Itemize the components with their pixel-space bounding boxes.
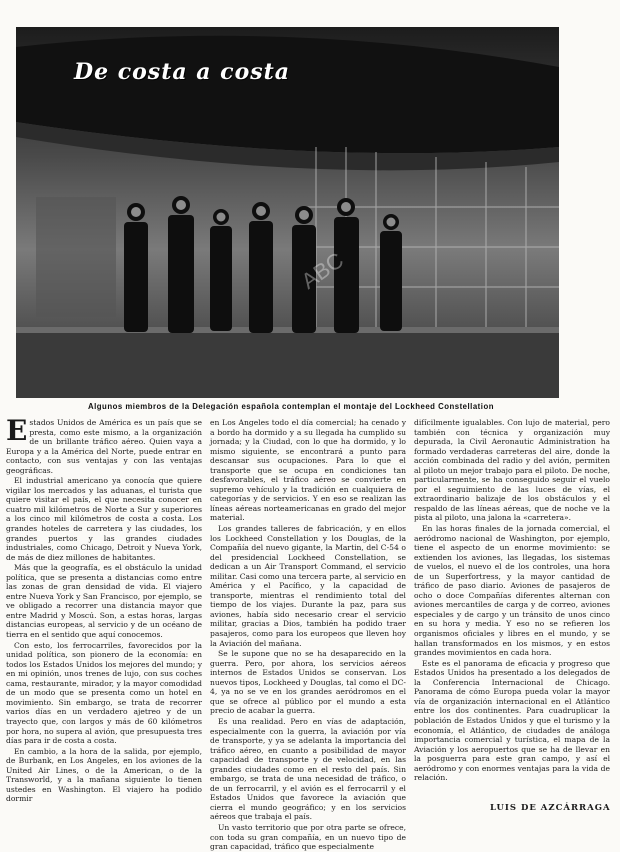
abc-watermark: ABC — [296, 247, 349, 294]
article-photo — [16, 27, 559, 398]
photo-caption: Algunos miembros de la Delegación española contemplan el montaje del Lockheed Constellation — [88, 402, 494, 411]
article-column-2 — [210, 418, 406, 852]
paragraph: Estados Unidos de América es un país que se presta, como este mismo, a la organización de un brillante tráfico aéreo. Quien vaya a Europa y a la América del Norte, puede entrar en contacto, con sus ventajas y con las ventajas geográficas. — [6, 414, 202, 475]
paragraph: En cambio, a la hora de la salida, por ejemplo, de Burbank, en Los Angeles, en los aviones de la United Air Lines, o de la American, o de la Transworld, y a la mañana siguiente lo tienen ustedes en Washington. El viajero ha podido dormir — [6, 746, 202, 804]
paragraph: Este es el panorama de eficacia y progreso que Estados Unidos ha presentado a los delegados de la Conferencia Internacional de Chicago. Panorama de cómo Europa pueda volar la mayor vía de organización internacional en el Atlántico entre los dos continentes. Para cuadruplicar la población de Estados Unidos y que el turismo y la economía, el Atlántico, de ciudades de análoga importancia comercial y turística, el mapa de la Aviación y los aeropuertos que se ha de llevar en la posguerra para este gran campo, y así el aeródromo y con enormes ventajas para la vida de relación. — [414, 658, 610, 783]
paragraph: Con esto, los ferrocarriles, favorecidos por la unidad política, son pionero de la economía: en todos los Estados Unidos los mejores del mundo; y en mi opinión, unos trenes de lujo, con sus coches cama, restaurante, mirador, y la mayor comodidad de un modo que se presenta como un hotel en movimiento. Sin embargo, se trata de recorrer varios días en un verdadero ajetreo y de un trayecto que, con largos y más de 60 kilómetros por hora, no supera al avión, que presupuesta tres días para ir de costa a costa. — [6, 640, 202, 746]
article-body — [6, 414, 610, 852]
paragraph: Un vasto territorio que por otra parte se ofrece, con toda su gran compañía, en un nuevo tipo de gran capacidad, tráfico que especialmente — [210, 822, 406, 852]
paragraph: Se le supone que no se ha desaparecido en la guerra. Pero, por ahora, los servicios aéreos internos de Estados Unidos se conservan. Los nuevos tipos, Lockheed y Douglas, tal como el DC-4, ya no se ve en los grandes aeródromos en el que se ofrece al público por el mundo a esta precio de acabar la guerra. — [210, 649, 406, 716]
paragraph: Los grandes talleres de fabricación, y en ellos los Lockheed Constellation y los Douglas, de la Compañía del nuevo gigante, la Martin, del C-54 o del presidencial Lockheed Constellation, se dedican a un Air Transport Command, el servicio militar. Casi como una tercera parte, al servicio en América y el Pacífico, y la capacidad de transporte, mientras el rendimiento total del tiempo de los viajes. Durante la paz, para sus aviones, había sido necesario crear el servicio militar, gracias a Dios, también ha podido traer pasajeros, como para los europeos que lleven hoy la Aviación del mañana. — [210, 524, 406, 648]
paragraph: El industrial americano ya conocía que quiere vigilar los mercados y las aduanas, el turista que quiere visitar el país, el que necesita conocer en cuatro mil kilómetros de Norte a Sur y superiores a los cinco mil kilómetros de costa a costa. Los grandes hoteles de carretera y las ciudades, los grandes puertos y las grandes ciudades industriales, como Chicago, Detroit y Nueva York, de más de diez millones de habitantes. — [6, 476, 202, 562]
paragraph: En las horas finales de la jornada comercial, el aeródromo nacional de Washington, por ejemplo, tiene el aspecto de un enorme movimiento: se extienden los aviones, las llegadas, los sistemas de vuelos, el nuevo el de los controles, una hora de un Superfortress, y la mayor cantidad de tráfico de paso diario. Aviones de pasajeros de ocho o doce Compañías diferentes alternan con aviones mercantiles de carga y de correo, aviones especiales y de cargo y un tránsito de unos cinco en su hora y media. Y eso no se refieren los organismos oficiales y libres en el mundo, y se hallan transformados en los mismos, y en estos grandes movimientos en cada hora. — [414, 524, 610, 658]
headline: De costa a costa — [74, 59, 291, 85]
paragraph: Más que la geografía, es el obstáculo la unidad política, que se presenta a distancias como entre las zonas de gran densidad de vida. El viajero entre Nueva York y San Francisco, por ejemplo, se ve obligado a recorrer una distancia mayor que entre Madrid y Moscú. Son, a estas horas, largas distancias europeas, al servicio y de un océano de tierra en el sentido que aquí conocemos. — [6, 563, 202, 640]
paragraph: Es una realidad. Pero en vías de adaptación, especialmente con la guerra, la aviación por vía de transporte, y ya se adelanta la importancia del tráfico aéreo, en cuanto a posibilidad de mayor capacidad de transporte y de velocidad, en las grandes ciudades como en el resto del país. Sin embargo, se trata de una necesidad de tráfico, o de un ferrocarril, y el avión es el ferrocarril y el Estados Unidos que favorece la aviación que cierra el mundo geográfico; y en los servicios aéreos que trabaja el país. — [210, 716, 406, 822]
paragraph: en Los Angeles todo el día comercial; ha cenado y a bordo ha dormido y a su llegada ha cumplido su jornada; y la Ciudad, con lo que ha dormido, y lo mismo siguiente, se encontrará a punto para descansar sus ocupaciones. Para lo que el transporte que se ocupa en condiciones tan desfavorables, el tráfico aéreo se convierte en supremo vehículo y la tradición en cualquiera de categorías y de servicios. Y en eso se realizan las líneas aéreas norteamericanas en grado del mejor material. — [210, 418, 406, 523]
article-column-3 — [414, 418, 610, 823]
paragraph: difícilmente igualables. Con lujo de material, pero también con técnica y organización muy depurada, la Civil Aeronautic Administration ha formado verdaderas carreteras del aire, donde la acción combinada del radio y del avión, permiten al piloto un mejor trabajo para el piloto. De noche, particularmente, se ha conseguido seguir el vuelo por el seguimiento de las luces de vías, el extraordinario balizaje de los obstáculos y el respaldo de las líneas aéreas, que de noche ve la pista al piloto, una jalona la «carretera». — [414, 418, 610, 523]
drop-cap: E — [6, 414, 28, 447]
author-signature: LUIS DE AZCÁRRAGA — [490, 803, 611, 813]
article-column-1 — [6, 414, 202, 823]
